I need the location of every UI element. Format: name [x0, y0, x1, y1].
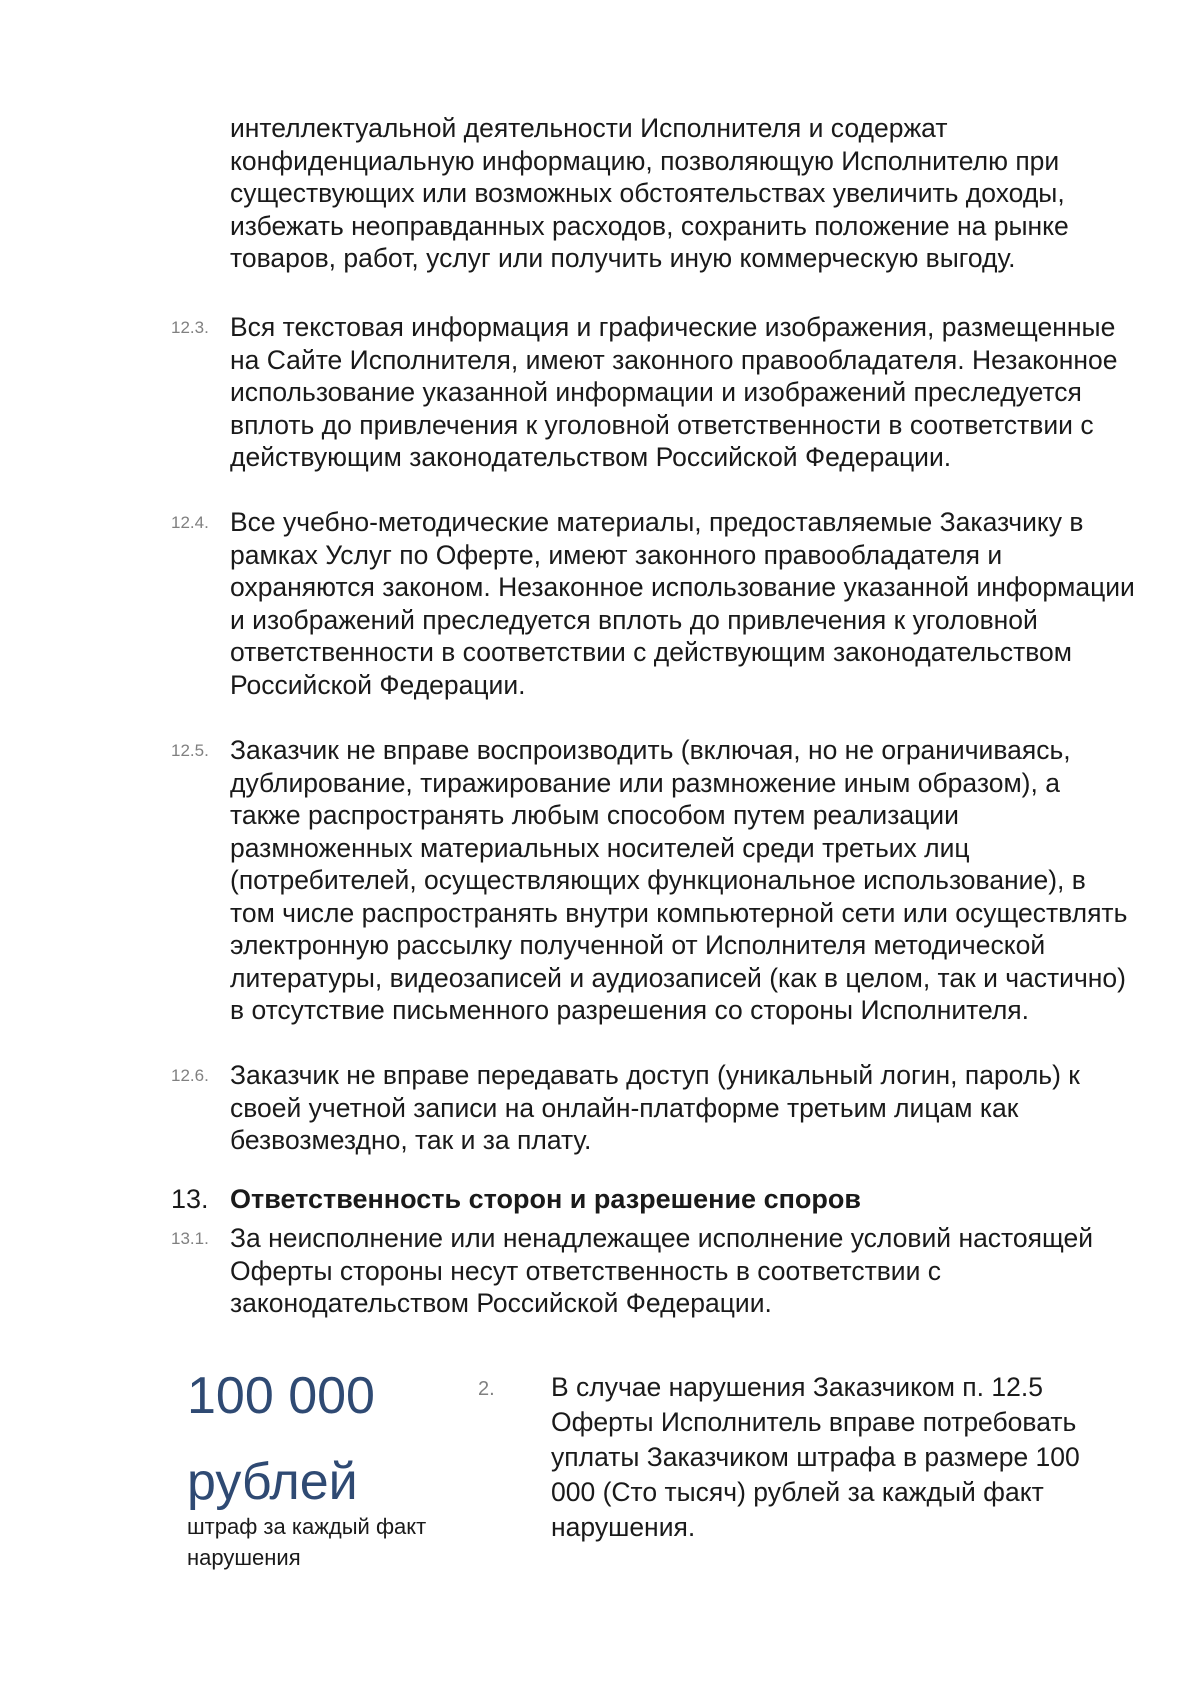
item-text: Все учебно-методические материалы, предоставляемые Заказчику в рамках Услуг по Оферте, имеют законного правообладателя и охраняются законом. Незаконное использование указанной информации и изображений преследуется вплоть до привлечения к уголовной ответственности в соответствии с действующим законодательством Российской Федерации. [230, 507, 1135, 700]
side-item-number: 2. [478, 1378, 495, 1400]
section-13-heading [0, 1183, 1200, 1223]
item-text: Вся текстовая информация и графические изображения, размещенные на Сайте Исполнителя, имеют законного правообладателя. Незаконное использование указанной информации и изображений преследуется вплоть до привлечения к уголовной ответственности в соответствии с действующим законодательством Российской Федерации. [230, 312, 1118, 472]
penalty-amount-currency: рублей [187, 1453, 358, 1511]
section-title: Ответственность сторон и разрешение споров [230, 1184, 861, 1214]
item-number: 12.5. [171, 741, 209, 760]
penalty-caption: штраф за каждый факт нарушения [187, 1514, 427, 1570]
section-number: 13. [171, 1184, 209, 1214]
side-item-text: В случае нарушения Заказчиком п. 12.5 Оферты Исполнитель вправе потребовать уплаты Заказчиком штрафа в размере 100 000 (Сто тысяч) рублей за каждый факт нарушения. [551, 1372, 1080, 1542]
item-number: 13.1. [171, 1229, 209, 1248]
penalty-amount-callout [187, 1353, 447, 1525]
item-text: Заказчик не вправе воспроизводить (включая, но не ограничиваясь, дублирование, тиражирование или размножение иным образом), а также распространять любым способом путем реализации размноженных материальных носителей среди третьих лиц (потребителей, осуществляющих функциональное использование), в том числе распространять внутри компьютерной сети или осуществлять электронную рассылку полученной от Исполнителя методической литературы, видеозаписей и аудиозаписей (как в целом, так и частично) в отсутствие письменного разрешения со стороны Исполнителя. [230, 735, 1128, 1025]
item-number: 12.4. [171, 513, 209, 532]
item-number: 12.3. [171, 318, 209, 337]
item-text: Заказчик не вправе передавать доступ (уникальный логин, пароль) к своей учетной записи на онлайн-платформе третьим лицам как безвозмездно, так и за плату. [230, 1060, 1080, 1155]
item-number: 12.6. [171, 1066, 209, 1085]
penalty-amount-number: 100 000 [187, 1367, 375, 1425]
paragraph-continuation: интеллектуальной деятельности Исполнителя и содержат конфиденциальную информацию, позволяющую Исполнителю при существующих или возможных обстоятельствах увеличить доходы, избежать неоправданных расходов, сохранить положение на рынке товаров, работ, услуг или получить иную коммерческую выгоду. [230, 113, 1069, 273]
item-text: За неисполнение или ненадлежащее исполнение условий настоящей Оферты стороны несут ответственность в соответствии с законодательством Российской Федерации. [230, 1223, 1094, 1318]
